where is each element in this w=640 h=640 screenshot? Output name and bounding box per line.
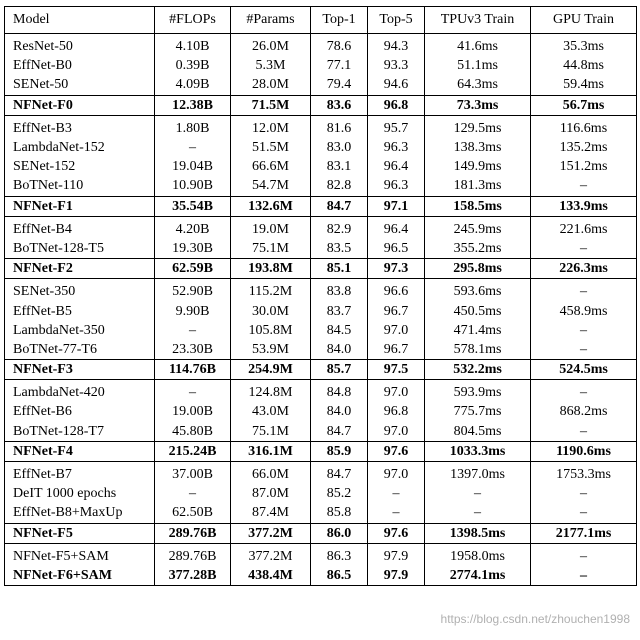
cell-model: DeIT 1000 epochs — [13, 486, 117, 502]
cell-params: 193.8M — [231, 259, 311, 279]
cell-top1: 83.1 — [311, 157, 368, 176]
cell-gpu-train: 151.2ms — [531, 157, 637, 176]
cell-params: 26.0M — [231, 34, 311, 57]
table-row — [5, 321, 637, 340]
cell-params: 66.6M — [231, 157, 311, 176]
cell-flops: 4.20B — [155, 216, 231, 239]
cell-top5: 95.7 — [368, 115, 425, 138]
cell-top1: 82.9 — [311, 216, 368, 239]
header-model: Model — [13, 12, 50, 27]
cell-params: 30.0M — [231, 301, 311, 320]
cell-model: EffNet-B7 — [13, 467, 72, 483]
cell-flops: 19.04B — [155, 157, 231, 176]
cell-model: EffNet-B3 — [13, 120, 72, 136]
cell-top5: 97.3 — [368, 259, 425, 279]
cell-model: NFNet-F5+SAM — [13, 548, 109, 564]
cell-top5: 97.5 — [368, 360, 425, 380]
cell-gpu-train: – — [531, 543, 637, 566]
cell-top5: 97.1 — [368, 196, 425, 216]
table-group — [5, 34, 637, 116]
cell-gpu-train: 2177.1ms — [531, 523, 637, 543]
cell-gpu-train: – — [531, 340, 637, 360]
cell-params: 105.8M — [231, 321, 311, 340]
cell-gpu-train: 1190.6ms — [531, 441, 637, 461]
table-group — [5, 279, 637, 380]
cell-tpu-train: 73.3ms — [425, 95, 531, 115]
cell-top1: 85.1 — [311, 259, 368, 279]
table-row-best — [5, 259, 637, 279]
table-group — [5, 461, 637, 543]
cell-params: 438.4M — [231, 566, 311, 586]
cell-params: 124.8M — [231, 380, 311, 403]
cell-top5: 97.0 — [368, 422, 425, 442]
cell-tpu-train: 1398.5ms — [425, 523, 531, 543]
table-row — [5, 75, 637, 95]
table-row — [5, 402, 637, 421]
cell-params: 12.0M — [231, 115, 311, 138]
cell-model: BoTNet-110 — [13, 178, 84, 194]
table-row — [5, 543, 637, 566]
cell-model: NFNet-F4 — [5, 441, 155, 461]
cell-flops: 62.50B — [155, 503, 231, 523]
cell-flops: 215.24B — [155, 441, 231, 461]
table-row — [5, 115, 637, 138]
table-row — [5, 503, 637, 523]
table-group — [5, 216, 637, 279]
cell-model: EffNet-B6 — [13, 404, 72, 420]
cell-params: 75.1M — [231, 239, 311, 259]
table-row — [5, 34, 637, 57]
table-row — [5, 340, 637, 360]
cell-top5: 96.8 — [368, 95, 425, 115]
cell-flops: 9.90B — [155, 301, 231, 320]
cell-gpu-train: – — [531, 321, 637, 340]
cell-top1: 84.5 — [311, 321, 368, 340]
table-row — [5, 380, 637, 403]
cell-top5: 94.3 — [368, 34, 425, 57]
table-row-best — [5, 95, 637, 115]
cell-top5: 97.0 — [368, 461, 425, 484]
cell-gpu-train: – — [531, 380, 637, 403]
cell-tpu-train: 1397.0ms — [425, 461, 531, 484]
cell-tpu-train: 471.4ms — [425, 321, 531, 340]
cell-tpu-train: 355.2ms — [425, 239, 531, 259]
cell-model: EffNet-B5 — [13, 303, 72, 319]
cell-top5: 94.6 — [368, 75, 425, 95]
cell-top1: 84.0 — [311, 340, 368, 360]
cell-top1: 82.8 — [311, 176, 368, 196]
cell-top5: 96.7 — [368, 340, 425, 360]
table-header — [5, 7, 637, 34]
cell-gpu-train: 44.8ms — [531, 56, 637, 75]
cell-top1: 83.6 — [311, 95, 368, 115]
cell-top5: 97.9 — [368, 543, 425, 566]
cell-tpu-train: 158.5ms — [425, 196, 531, 216]
cell-top1: 84.7 — [311, 422, 368, 442]
cell-params: 87.0M — [231, 484, 311, 503]
cell-flops: – — [155, 321, 231, 340]
table-row — [5, 239, 637, 259]
cell-flops: 10.90B — [155, 176, 231, 196]
cell-tpu-train: 775.7ms — [425, 402, 531, 421]
cell-tpu-train: 149.9ms — [425, 157, 531, 176]
cell-top1: 85.2 — [311, 484, 368, 503]
cell-params: 71.5M — [231, 95, 311, 115]
cell-model: EffNet-B4 — [13, 221, 72, 237]
cell-model: EffNet-B0 — [13, 58, 72, 74]
cell-params: 54.7M — [231, 176, 311, 196]
table-row — [5, 176, 637, 196]
cell-flops: – — [155, 380, 231, 403]
cell-top1: 79.4 — [311, 75, 368, 95]
table-row — [5, 56, 637, 75]
cell-model: LambdaNet-350 — [13, 322, 105, 338]
table-group — [5, 115, 637, 216]
cell-top1: 84.7 — [311, 196, 368, 216]
results-table-container — [4, 6, 636, 586]
cell-top5: – — [368, 503, 425, 523]
cell-params: 377.2M — [231, 543, 311, 566]
cell-flops: 37.00B — [155, 461, 231, 484]
cell-gpu-train: 458.9ms — [531, 301, 637, 320]
cell-gpu-train: – — [531, 484, 637, 503]
cell-flops: – — [155, 484, 231, 503]
cell-top1: 85.8 — [311, 503, 368, 523]
cell-gpu-train: 868.2ms — [531, 402, 637, 421]
cell-top1: 84.7 — [311, 461, 368, 484]
cell-model: LambdaNet-420 — [13, 385, 105, 401]
cell-top1: 84.8 — [311, 380, 368, 403]
cell-params: 53.9M — [231, 340, 311, 360]
cell-flops: 114.76B — [155, 360, 231, 380]
table-row-best — [5, 523, 637, 543]
cell-top1: 83.8 — [311, 279, 368, 302]
cell-top5: 97.0 — [368, 380, 425, 403]
cell-top5: 97.0 — [368, 321, 425, 340]
cell-gpu-train: 226.3ms — [531, 259, 637, 279]
cell-model: BoTNet-77-T6 — [13, 341, 97, 357]
cell-tpu-train: 295.8ms — [425, 259, 531, 279]
cell-gpu-train: 221.6ms — [531, 216, 637, 239]
cell-top5: 96.4 — [368, 157, 425, 176]
cell-tpu-train: 41.6ms — [425, 34, 531, 57]
cell-flops: 19.00B — [155, 402, 231, 421]
cell-gpu-train: – — [531, 176, 637, 196]
header-gpu-train: GPU Train — [531, 7, 637, 34]
header-top5: Top-5 — [368, 7, 425, 34]
cell-flops: 62.59B — [155, 259, 231, 279]
cell-model: BoTNet-128-T7 — [13, 423, 104, 439]
cell-gpu-train: 116.6ms — [531, 115, 637, 138]
cell-top1: 86.0 — [311, 523, 368, 543]
cell-top5: – — [368, 484, 425, 503]
cell-top1: 86.3 — [311, 543, 368, 566]
cell-params: 28.0M — [231, 75, 311, 95]
header-tpu-train: TPUv3 Train — [425, 7, 531, 34]
header-top1: Top-1 — [311, 7, 368, 34]
cell-gpu-train: 1753.3ms — [531, 461, 637, 484]
cell-flops: 289.76B — [155, 523, 231, 543]
cell-gpu-train: – — [531, 503, 637, 523]
cell-params: 254.9M — [231, 360, 311, 380]
cell-params: 51.5M — [231, 138, 311, 157]
cell-params: 115.2M — [231, 279, 311, 302]
cell-tpu-train: 1033.3ms — [425, 441, 531, 461]
cell-flops: 4.09B — [155, 75, 231, 95]
cell-top1: 85.7 — [311, 360, 368, 380]
cell-tpu-train: 593.6ms — [425, 279, 531, 302]
cell-flops: 52.90B — [155, 279, 231, 302]
cell-model: NFNet-F6+SAM — [13, 567, 112, 583]
cell-tpu-train: 138.3ms — [425, 138, 531, 157]
cell-tpu-train: 593.9ms — [425, 380, 531, 403]
cell-params: 43.0M — [231, 402, 311, 421]
cell-top5: 96.3 — [368, 176, 425, 196]
cell-gpu-train: – — [531, 279, 637, 302]
cell-model: NFNet-F2 — [5, 259, 155, 279]
header-params: #Params — [231, 7, 311, 34]
cell-model: NFNet-F3 — [5, 360, 155, 380]
cell-flops: 4.10B — [155, 34, 231, 57]
cell-top5: 97.6 — [368, 523, 425, 543]
cell-model: EffNet-B8+MaxUp — [13, 505, 123, 521]
cell-top5: 96.5 — [368, 239, 425, 259]
cell-tpu-train: – — [425, 484, 531, 503]
cell-model: SENet-350 — [13, 284, 76, 300]
cell-gpu-train: – — [531, 566, 637, 586]
cell-model: LambdaNet-152 — [13, 140, 105, 156]
cell-flops: 0.39B — [155, 56, 231, 75]
cell-gpu-train: 135.2ms — [531, 138, 637, 157]
cell-params: 75.1M — [231, 422, 311, 442]
cell-model: ResNet-50 — [13, 39, 73, 55]
cell-flops: 19.30B — [155, 239, 231, 259]
cell-tpu-train: 532.2ms — [425, 360, 531, 380]
cell-flops: 23.30B — [155, 340, 231, 360]
table-row — [5, 484, 637, 503]
cell-top5: 97.9 — [368, 566, 425, 586]
cell-tpu-train: 804.5ms — [425, 422, 531, 442]
table-row — [5, 461, 637, 484]
cell-top5: 93.3 — [368, 56, 425, 75]
cell-top5: 96.3 — [368, 138, 425, 157]
table-row — [5, 216, 637, 239]
cell-tpu-train: 51.1ms — [425, 56, 531, 75]
cell-gpu-train: – — [531, 239, 637, 259]
cell-params: 316.1M — [231, 441, 311, 461]
table-row-best — [5, 441, 637, 461]
table-row — [5, 138, 637, 157]
cell-gpu-train: 59.4ms — [531, 75, 637, 95]
cell-flops: 45.80B — [155, 422, 231, 442]
cell-top1: 83.5 — [311, 239, 368, 259]
cell-tpu-train: 578.1ms — [425, 340, 531, 360]
cell-top5: 96.4 — [368, 216, 425, 239]
cell-tpu-train: 1958.0ms — [425, 543, 531, 566]
table-row — [5, 279, 637, 302]
cell-top1: 77.1 — [311, 56, 368, 75]
cell-tpu-train: 64.3ms — [425, 75, 531, 95]
cell-top1: 78.6 — [311, 34, 368, 57]
cell-flops: 35.54B — [155, 196, 231, 216]
cell-top1: 84.0 — [311, 402, 368, 421]
table-group — [5, 380, 637, 462]
cell-params: 19.0M — [231, 216, 311, 239]
cell-top1: 83.0 — [311, 138, 368, 157]
cell-flops: 289.76B — [155, 543, 231, 566]
cell-flops: 12.38B — [155, 95, 231, 115]
cell-top5: 97.6 — [368, 441, 425, 461]
cell-top5: 96.8 — [368, 402, 425, 421]
cell-gpu-train: 133.9ms — [531, 196, 637, 216]
cell-tpu-train: 129.5ms — [425, 115, 531, 138]
table-row-best — [5, 360, 637, 380]
cell-tpu-train: 450.5ms — [425, 301, 531, 320]
cell-model: SENet-50 — [13, 77, 69, 93]
cell-top1: 81.6 — [311, 115, 368, 138]
table-row — [5, 301, 637, 320]
header-row — [5, 7, 637, 34]
cell-top1: 83.7 — [311, 301, 368, 320]
cell-tpu-train: 245.9ms — [425, 216, 531, 239]
cell-params: 132.6M — [231, 196, 311, 216]
cell-model: NFNet-F0 — [5, 95, 155, 115]
cell-model: NFNet-F1 — [5, 196, 155, 216]
cell-top5: 96.7 — [368, 301, 425, 320]
cell-top5: 96.6 — [368, 279, 425, 302]
results-table — [4, 6, 637, 586]
cell-params: 66.0M — [231, 461, 311, 484]
cell-flops: – — [155, 138, 231, 157]
cell-tpu-train: – — [425, 503, 531, 523]
table-row-best — [5, 196, 637, 216]
table-row-best — [5, 566, 637, 586]
cell-top1: 85.9 — [311, 441, 368, 461]
cell-flops: 1.80B — [155, 115, 231, 138]
table-row — [5, 157, 637, 176]
cell-gpu-train: 56.7ms — [531, 95, 637, 115]
cell-gpu-train: – — [531, 422, 637, 442]
header-flops: #FLOPs — [155, 7, 231, 34]
cell-gpu-train: 35.3ms — [531, 34, 637, 57]
cell-params: 5.3M — [231, 56, 311, 75]
cell-top1: 86.5 — [311, 566, 368, 586]
cell-flops: 377.28B — [155, 566, 231, 586]
cell-params: 87.4M — [231, 503, 311, 523]
cell-model: SENet-152 — [13, 159, 76, 175]
table-row — [5, 422, 637, 442]
cell-gpu-train: 524.5ms — [531, 360, 637, 380]
cell-tpu-train: 2774.1ms — [425, 566, 531, 586]
cell-model: BoTNet-128-T5 — [13, 240, 104, 256]
watermark: https://blog.csdn.net/zhouchen1998 — [440, 612, 630, 626]
table-group — [5, 543, 637, 585]
cell-model: NFNet-F5 — [5, 523, 155, 543]
cell-params: 377.2M — [231, 523, 311, 543]
cell-tpu-train: 181.3ms — [425, 176, 531, 196]
